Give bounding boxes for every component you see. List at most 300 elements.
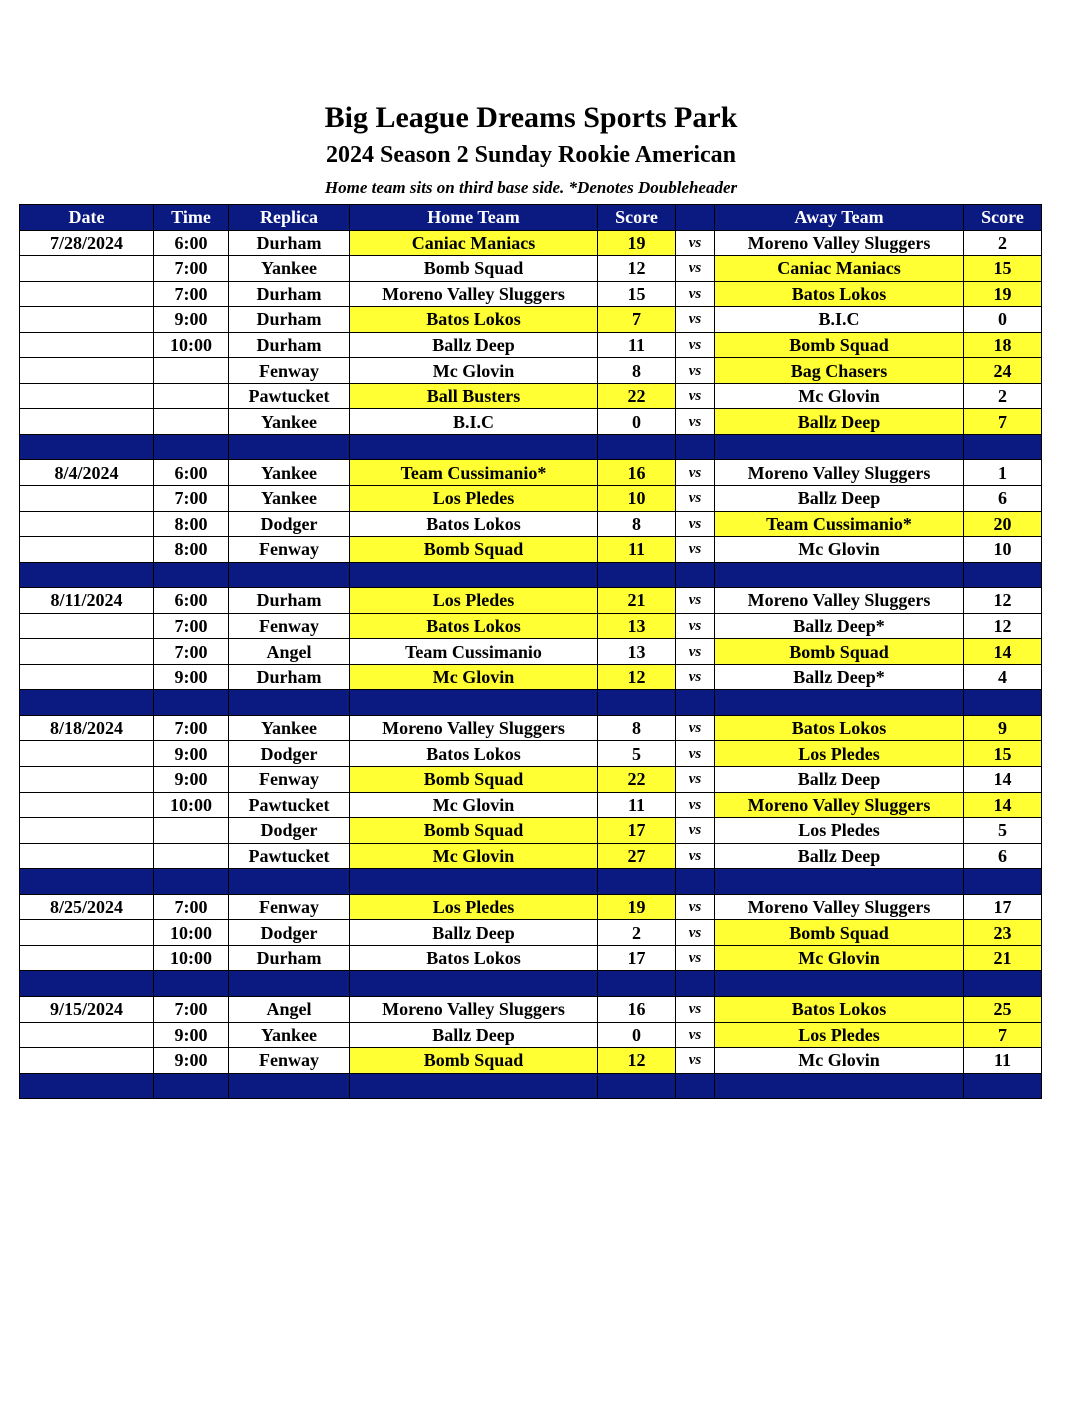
game-date [20, 486, 154, 512]
vs-label: vs [676, 996, 715, 1022]
table-row [20, 767, 1042, 793]
separator-cell [598, 869, 676, 895]
vs-label: vs [676, 664, 715, 690]
replica-field: Fenway [229, 537, 350, 563]
separator-cell [350, 971, 598, 997]
separator-cell [964, 1073, 1042, 1099]
away-team: B.I.C [715, 307, 964, 333]
table-row [20, 409, 1042, 435]
table-row [20, 511, 1042, 537]
table-row [20, 1022, 1042, 1048]
game-time: 9:00 [154, 1048, 229, 1074]
game-time: 7:00 [154, 281, 229, 307]
home-team: Mc Glovin [350, 358, 598, 384]
separator-cell [350, 434, 598, 460]
table-row [20, 256, 1042, 282]
home-team: Ballz Deep [350, 332, 598, 358]
away-team: Mc Glovin [715, 537, 964, 563]
home-team: Bomb Squad [350, 767, 598, 793]
table-row [20, 741, 1042, 767]
separator-cell [350, 1073, 598, 1099]
separator-cell [229, 1073, 350, 1099]
game-time [154, 818, 229, 844]
game-time: 9:00 [154, 664, 229, 690]
separator-cell [715, 1073, 964, 1099]
game-time: 10:00 [154, 945, 229, 971]
away-score: 0 [964, 307, 1042, 333]
home-score: 15 [598, 281, 676, 307]
game-date [20, 741, 154, 767]
away-team: Moreno Valley Sluggers [715, 792, 964, 818]
separator-cell [676, 1073, 715, 1099]
game-date [20, 1022, 154, 1048]
replica-field: Yankee [229, 715, 350, 741]
vs-label: vs [676, 639, 715, 665]
separator-cell [154, 562, 229, 588]
game-date [20, 920, 154, 946]
vs-label: vs [676, 230, 715, 256]
vs-label: vs [676, 307, 715, 333]
away-team: Batos Lokos [715, 281, 964, 307]
header-row [20, 205, 1042, 231]
separator-cell [154, 434, 229, 460]
separator-cell [715, 562, 964, 588]
table-row [20, 613, 1042, 639]
home-score: 12 [598, 664, 676, 690]
home-score: 16 [598, 460, 676, 486]
away-score: 19 [964, 281, 1042, 307]
separator-cell [715, 434, 964, 460]
game-date [20, 511, 154, 537]
separator-cell [20, 562, 154, 588]
away-score: 6 [964, 486, 1042, 512]
separator-cell [20, 971, 154, 997]
away-score: 25 [964, 996, 1042, 1022]
header-away-team: Away Team [715, 205, 964, 231]
vs-label: vs [676, 1048, 715, 1074]
away-team: Ballz Deep [715, 843, 964, 869]
game-time: 7:00 [154, 639, 229, 665]
away-team: Bomb Squad [715, 639, 964, 665]
separator-cell [350, 869, 598, 895]
replica-field: Durham [229, 230, 350, 256]
home-team: Ballz Deep [350, 1022, 598, 1048]
header-away-score: Score [964, 205, 1042, 231]
replica-field: Pawtucket [229, 792, 350, 818]
vs-label: vs [676, 843, 715, 869]
away-team: Ballz Deep [715, 409, 964, 435]
table-row [20, 383, 1042, 409]
home-score: 12 [598, 1048, 676, 1074]
game-date [20, 945, 154, 971]
replica-field: Dodger [229, 818, 350, 844]
game-time: 6:00 [154, 230, 229, 256]
separator-cell [676, 434, 715, 460]
game-date: 8/25/2024 [20, 894, 154, 920]
table-row [20, 818, 1042, 844]
header-time: Time [154, 205, 229, 231]
replica-field: Dodger [229, 920, 350, 946]
home-team: Bomb Squad [350, 256, 598, 282]
game-time: 8:00 [154, 537, 229, 563]
home-score: 16 [598, 996, 676, 1022]
home-team: Ballz Deep [350, 920, 598, 946]
table-row [20, 996, 1042, 1022]
table-row [20, 537, 1042, 563]
vs-label: vs [676, 383, 715, 409]
separator-cell [154, 690, 229, 716]
replica-field: Fenway [229, 894, 350, 920]
week-separator-row [20, 971, 1042, 997]
separator-cell [676, 869, 715, 895]
separator-cell [598, 971, 676, 997]
replica-field: Yankee [229, 460, 350, 486]
game-time: 9:00 [154, 741, 229, 767]
away-score: 10 [964, 537, 1042, 563]
vs-label: vs [676, 613, 715, 639]
home-team: Bomb Squad [350, 537, 598, 563]
table-row [20, 358, 1042, 384]
replica-field: Angel [229, 996, 350, 1022]
game-date [20, 537, 154, 563]
vs-label: vs [676, 409, 715, 435]
game-time: 7:00 [154, 894, 229, 920]
home-score: 11 [598, 332, 676, 358]
separator-cell [229, 971, 350, 997]
table-row [20, 664, 1042, 690]
home-score: 8 [598, 715, 676, 741]
away-score: 12 [964, 613, 1042, 639]
table-row [20, 715, 1042, 741]
separator-cell [964, 971, 1042, 997]
separator-cell [20, 690, 154, 716]
game-date [20, 281, 154, 307]
separator-cell [154, 1073, 229, 1099]
replica-field: Fenway [229, 767, 350, 793]
home-score: 8 [598, 358, 676, 384]
game-time [154, 358, 229, 384]
home-score: 13 [598, 613, 676, 639]
replica-field: Fenway [229, 613, 350, 639]
vs-label: vs [676, 818, 715, 844]
game-date [20, 639, 154, 665]
home-score: 17 [598, 818, 676, 844]
home-score: 12 [598, 256, 676, 282]
game-date [20, 792, 154, 818]
away-team: Los Pledes [715, 741, 964, 767]
away-team: Bag Chasers [715, 358, 964, 384]
vs-label: vs [676, 767, 715, 793]
home-score: 22 [598, 383, 676, 409]
replica-field: Durham [229, 281, 350, 307]
away-score: 5 [964, 818, 1042, 844]
away-score: 18 [964, 332, 1042, 358]
separator-cell [598, 434, 676, 460]
away-score: 15 [964, 741, 1042, 767]
separator-cell [350, 690, 598, 716]
away-team: Ballz Deep* [715, 664, 964, 690]
game-date: 9/15/2024 [20, 996, 154, 1022]
away-team: Batos Lokos [715, 996, 964, 1022]
away-score: 4 [964, 664, 1042, 690]
header-home-team: Home Team [350, 205, 598, 231]
page-title: Big League Dreams Sports Park [324, 101, 738, 134]
replica-field: Durham [229, 307, 350, 333]
separator-cell [964, 562, 1042, 588]
separator-cell [715, 690, 964, 716]
replica-field: Durham [229, 332, 350, 358]
vs-label: vs [676, 715, 715, 741]
game-time: 7:00 [154, 715, 229, 741]
away-score: 14 [964, 792, 1042, 818]
game-date: 8/4/2024 [20, 460, 154, 486]
replica-field: Yankee [229, 486, 350, 512]
header-home-score: Score [598, 205, 676, 231]
home-score: 19 [598, 230, 676, 256]
away-score: 24 [964, 358, 1042, 384]
home-team: Batos Lokos [350, 613, 598, 639]
home-team: Moreno Valley Sluggers [350, 996, 598, 1022]
home-score: 7 [598, 307, 676, 333]
home-score: 0 [598, 1022, 676, 1048]
away-score: 11 [964, 1048, 1042, 1074]
away-team: Mc Glovin [715, 1048, 964, 1074]
away-team: Mc Glovin [715, 383, 964, 409]
game-date [20, 843, 154, 869]
week-separator-row [20, 1073, 1042, 1099]
home-team: B.I.C [350, 409, 598, 435]
table-row [20, 486, 1042, 512]
table-row [20, 792, 1042, 818]
schedule-table [19, 204, 1042, 1099]
separator-cell [598, 562, 676, 588]
away-score: 14 [964, 767, 1042, 793]
away-team: Ballz Deep [715, 767, 964, 793]
game-date [20, 358, 154, 384]
replica-field: Durham [229, 664, 350, 690]
header-vs [676, 205, 715, 231]
separator-cell [20, 434, 154, 460]
game-date [20, 383, 154, 409]
week-separator-row [20, 869, 1042, 895]
game-time: 6:00 [154, 588, 229, 614]
replica-field: Fenway [229, 1048, 350, 1074]
home-score: 10 [598, 486, 676, 512]
home-team: Caniac Maniacs [350, 230, 598, 256]
vs-label: vs [676, 945, 715, 971]
separator-cell [229, 690, 350, 716]
home-score: 11 [598, 537, 676, 563]
home-score: 21 [598, 588, 676, 614]
away-team: Caniac Maniacs [715, 256, 964, 282]
replica-field: Pawtucket [229, 843, 350, 869]
home-team: Bomb Squad [350, 1048, 598, 1074]
game-time: 7:00 [154, 996, 229, 1022]
replica-field: Durham [229, 945, 350, 971]
table-row [20, 1048, 1042, 1074]
away-team: Los Pledes [715, 1022, 964, 1048]
away-team: Moreno Valley Sluggers [715, 460, 964, 486]
away-score: 7 [964, 409, 1042, 435]
away-team: Bomb Squad [715, 332, 964, 358]
game-time: 9:00 [154, 767, 229, 793]
game-time: 10:00 [154, 920, 229, 946]
separator-cell [676, 971, 715, 997]
game-time [154, 409, 229, 435]
separator-cell [715, 869, 964, 895]
schedule-note: Home team sits on third base side. *Denotes Doubleheader [324, 178, 738, 197]
game-time: 8:00 [154, 511, 229, 537]
home-score: 8 [598, 511, 676, 537]
game-date: 8/11/2024 [20, 588, 154, 614]
replica-field: Angel [229, 639, 350, 665]
game-date: 7/28/2024 [20, 230, 154, 256]
separator-cell [715, 971, 964, 997]
away-team: Moreno Valley Sluggers [715, 230, 964, 256]
separator-cell [350, 562, 598, 588]
table-row [20, 230, 1042, 256]
vs-label: vs [676, 281, 715, 307]
home-score: 22 [598, 767, 676, 793]
vs-label: vs [676, 511, 715, 537]
table-row [20, 460, 1042, 486]
home-team: Batos Lokos [350, 945, 598, 971]
away-score: 21 [964, 945, 1042, 971]
away-team: Ballz Deep* [715, 613, 964, 639]
home-team: Los Pledes [350, 588, 598, 614]
vs-label: vs [676, 460, 715, 486]
away-score: 12 [964, 588, 1042, 614]
away-score: 1 [964, 460, 1042, 486]
separator-cell [154, 869, 229, 895]
away-team: Moreno Valley Sluggers [715, 588, 964, 614]
game-time: 7:00 [154, 486, 229, 512]
home-team: Ball Busters [350, 383, 598, 409]
away-team: Ballz Deep [715, 486, 964, 512]
game-time: 10:00 [154, 332, 229, 358]
vs-label: vs [676, 332, 715, 358]
game-time: 9:00 [154, 307, 229, 333]
game-date: 8/18/2024 [20, 715, 154, 741]
home-score: 17 [598, 945, 676, 971]
vs-label: vs [676, 741, 715, 767]
vs-label: vs [676, 894, 715, 920]
replica-field: Durham [229, 588, 350, 614]
game-date [20, 767, 154, 793]
game-date [20, 332, 154, 358]
home-team: Bomb Squad [350, 818, 598, 844]
game-time: 9:00 [154, 1022, 229, 1048]
separator-cell [964, 690, 1042, 716]
home-team: Batos Lokos [350, 511, 598, 537]
home-score: 13 [598, 639, 676, 665]
vs-label: vs [676, 792, 715, 818]
home-team: Team Cussimanio* [350, 460, 598, 486]
home-score: 19 [598, 894, 676, 920]
vs-label: vs [676, 486, 715, 512]
replica-field: Yankee [229, 1022, 350, 1048]
separator-cell [20, 1073, 154, 1099]
home-team: Mc Glovin [350, 792, 598, 818]
home-score: 5 [598, 741, 676, 767]
away-score: 2 [964, 383, 1042, 409]
home-team: Batos Lokos [350, 307, 598, 333]
vs-label: vs [676, 1022, 715, 1048]
table-row [20, 588, 1042, 614]
game-date [20, 256, 154, 282]
away-score: 2 [964, 230, 1042, 256]
home-team: Team Cussimanio [350, 639, 598, 665]
separator-cell [676, 690, 715, 716]
table-row [20, 639, 1042, 665]
separator-cell [598, 690, 676, 716]
home-team: Mc Glovin [350, 843, 598, 869]
away-team: Los Pledes [715, 818, 964, 844]
separator-cell [964, 434, 1042, 460]
replica-field: Dodger [229, 741, 350, 767]
game-date [20, 613, 154, 639]
separator-cell [676, 562, 715, 588]
separator-cell [229, 434, 350, 460]
game-date [20, 307, 154, 333]
table-row [20, 894, 1042, 920]
away-team: Team Cussimanio* [715, 511, 964, 537]
game-date [20, 818, 154, 844]
game-date [20, 1048, 154, 1074]
separator-cell [229, 869, 350, 895]
separator-cell [20, 869, 154, 895]
replica-field: Fenway [229, 358, 350, 384]
away-score: 23 [964, 920, 1042, 946]
table-row [20, 843, 1042, 869]
week-separator-row [20, 562, 1042, 588]
table-row [20, 920, 1042, 946]
game-time: 6:00 [154, 460, 229, 486]
away-team: Batos Lokos [715, 715, 964, 741]
away-score: 6 [964, 843, 1042, 869]
home-score: 2 [598, 920, 676, 946]
away-score: 15 [964, 256, 1042, 282]
away-score: 7 [964, 1022, 1042, 1048]
vs-label: vs [676, 358, 715, 384]
separator-cell [964, 869, 1042, 895]
table-row [20, 332, 1042, 358]
game-time [154, 843, 229, 869]
away-team: Bomb Squad [715, 920, 964, 946]
home-team: Moreno Valley Sluggers [350, 715, 598, 741]
game-time: 7:00 [154, 256, 229, 282]
game-date [20, 664, 154, 690]
replica-field: Yankee [229, 256, 350, 282]
separator-cell [229, 562, 350, 588]
replica-field: Pawtucket [229, 383, 350, 409]
game-time [154, 383, 229, 409]
home-team: Moreno Valley Sluggers [350, 281, 598, 307]
separator-cell [154, 971, 229, 997]
away-score: 20 [964, 511, 1042, 537]
away-team: Mc Glovin [715, 945, 964, 971]
home-score: 0 [598, 409, 676, 435]
home-score: 27 [598, 843, 676, 869]
game-time: 7:00 [154, 613, 229, 639]
separator-cell [598, 1073, 676, 1099]
week-separator-row [20, 690, 1042, 716]
home-team: Los Pledes [350, 486, 598, 512]
vs-label: vs [676, 537, 715, 563]
replica-field: Dodger [229, 511, 350, 537]
vs-label: vs [676, 256, 715, 282]
table-row [20, 945, 1042, 971]
